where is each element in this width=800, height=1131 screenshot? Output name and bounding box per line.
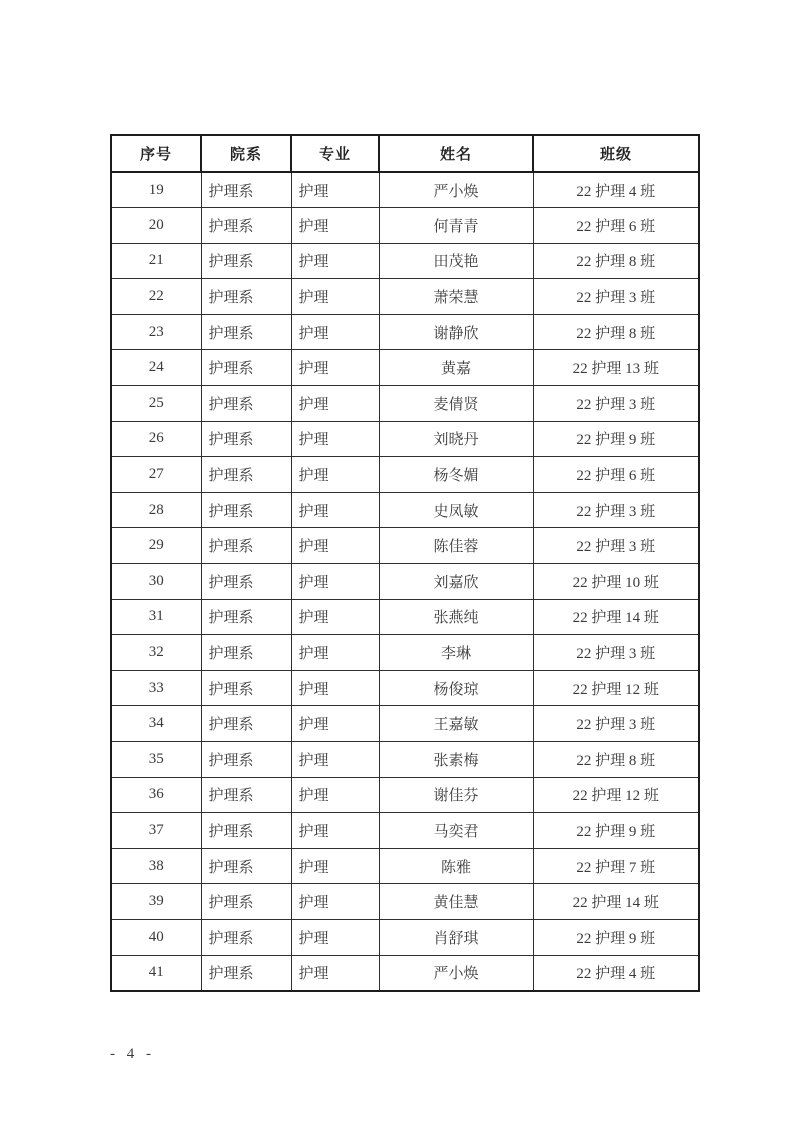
column-header-2: 专业 bbox=[291, 135, 379, 172]
student-table bbox=[110, 134, 700, 992]
table-cell: 护理 bbox=[291, 670, 379, 706]
table-cell: 护理 bbox=[291, 314, 379, 350]
table-cell: 21 bbox=[111, 243, 201, 279]
table-cell: 护理系 bbox=[201, 279, 291, 315]
table-cell: 29 bbox=[111, 528, 201, 564]
table-cell: 谢静欣 bbox=[379, 314, 533, 350]
table-row bbox=[111, 635, 699, 671]
table-cell: 张素梅 bbox=[379, 742, 533, 778]
table-cell: 麦倩贤 bbox=[379, 386, 533, 422]
table-cell: 护理 bbox=[291, 955, 379, 991]
table-cell: 护理系 bbox=[201, 208, 291, 244]
table-cell: 33 bbox=[111, 670, 201, 706]
table-cell: 22 护理 10 班 bbox=[533, 564, 699, 600]
table-cell: 史凤敏 bbox=[379, 492, 533, 528]
table-cell: 26 bbox=[111, 421, 201, 457]
table-cell: 护理 bbox=[291, 742, 379, 778]
table-cell: 护理系 bbox=[201, 314, 291, 350]
table-row bbox=[111, 279, 699, 315]
table-cell: 护理系 bbox=[201, 706, 291, 742]
table-cell: 护理系 bbox=[201, 742, 291, 778]
column-header-3: 姓名 bbox=[379, 135, 533, 172]
table-cell: 谢佳芬 bbox=[379, 777, 533, 813]
table-cell: 严小焕 bbox=[379, 172, 533, 208]
table-cell: 黄嘉 bbox=[379, 350, 533, 386]
table-row bbox=[111, 243, 699, 279]
table-cell: 22 bbox=[111, 279, 201, 315]
table-row bbox=[111, 350, 699, 386]
table-cell: 护理系 bbox=[201, 243, 291, 279]
table-cell: 22 护理 6 班 bbox=[533, 208, 699, 244]
table-row bbox=[111, 777, 699, 813]
table-cell: 护理系 bbox=[201, 670, 291, 706]
table-header-row bbox=[111, 135, 699, 172]
table-cell: 护理 bbox=[291, 777, 379, 813]
table-cell: 肖舒琪 bbox=[379, 919, 533, 955]
table-cell: 22 护理 9 班 bbox=[533, 421, 699, 457]
table-row bbox=[111, 492, 699, 528]
table-cell: 22 护理 14 班 bbox=[533, 599, 699, 635]
table-cell: 27 bbox=[111, 457, 201, 493]
table-row bbox=[111, 208, 699, 244]
table-cell: 杨冬媚 bbox=[379, 457, 533, 493]
table-cell: 萧荣慧 bbox=[379, 279, 533, 315]
table-cell: 41 bbox=[111, 955, 201, 991]
table-cell: 22 护理 8 班 bbox=[533, 314, 699, 350]
table-row bbox=[111, 848, 699, 884]
table-cell: 22 护理 9 班 bbox=[533, 813, 699, 849]
page-number: - 4 - bbox=[110, 1046, 155, 1062]
table-cell: 23 bbox=[111, 314, 201, 350]
table-cell: 22 护理 3 班 bbox=[533, 706, 699, 742]
table-cell: 护理系 bbox=[201, 457, 291, 493]
table-cell: 32 bbox=[111, 635, 201, 671]
table-cell: 陈雅 bbox=[379, 848, 533, 884]
table-cell: 22 护理 3 班 bbox=[533, 528, 699, 564]
table-cell: 护理系 bbox=[201, 884, 291, 920]
table-cell: 马奕君 bbox=[379, 813, 533, 849]
table-cell: 护理 bbox=[291, 421, 379, 457]
table-cell: 护理 bbox=[291, 243, 379, 279]
table-row bbox=[111, 421, 699, 457]
table-row bbox=[111, 386, 699, 422]
table-cell: 护理系 bbox=[201, 421, 291, 457]
table-cell: 刘晓丹 bbox=[379, 421, 533, 457]
table-row bbox=[111, 742, 699, 778]
table-row bbox=[111, 884, 699, 920]
table-cell: 34 bbox=[111, 706, 201, 742]
table-cell: 护理 bbox=[291, 599, 379, 635]
table-cell: 王嘉敏 bbox=[379, 706, 533, 742]
table-row bbox=[111, 564, 699, 600]
table-cell: 39 bbox=[111, 884, 201, 920]
table-row bbox=[111, 813, 699, 849]
table-row bbox=[111, 528, 699, 564]
table-cell: 护理 bbox=[291, 635, 379, 671]
table-cell: 37 bbox=[111, 813, 201, 849]
table-body bbox=[111, 172, 699, 991]
table-cell: 22 护理 4 班 bbox=[533, 955, 699, 991]
table-cell: 24 bbox=[111, 350, 201, 386]
table-cell: 护理系 bbox=[201, 599, 291, 635]
table-cell: 护理系 bbox=[201, 635, 291, 671]
table-cell: 何青青 bbox=[379, 208, 533, 244]
table-cell: 36 bbox=[111, 777, 201, 813]
table-row bbox=[111, 919, 699, 955]
table-cell: 刘嘉欣 bbox=[379, 564, 533, 600]
table-cell: 护理系 bbox=[201, 528, 291, 564]
table-cell: 护理 bbox=[291, 492, 379, 528]
table-cell: 护理 bbox=[291, 848, 379, 884]
table-cell: 护理系 bbox=[201, 813, 291, 849]
table-row bbox=[111, 457, 699, 493]
table-cell: 30 bbox=[111, 564, 201, 600]
table-cell: 护理系 bbox=[201, 955, 291, 991]
table-cell: 护理 bbox=[291, 813, 379, 849]
table-cell: 护理 bbox=[291, 564, 379, 600]
table-cell: 护理 bbox=[291, 706, 379, 742]
table-cell: 张燕纯 bbox=[379, 599, 533, 635]
table-cell: 31 bbox=[111, 599, 201, 635]
table-row bbox=[111, 955, 699, 991]
column-header-4: 班级 bbox=[533, 135, 699, 172]
table-cell: 40 bbox=[111, 919, 201, 955]
table-cell: 22 护理 4 班 bbox=[533, 172, 699, 208]
table-cell: 22 护理 8 班 bbox=[533, 243, 699, 279]
table-cell: 护理系 bbox=[201, 350, 291, 386]
table-row bbox=[111, 599, 699, 635]
table-cell: 22 护理 13 班 bbox=[533, 350, 699, 386]
table-cell: 护理系 bbox=[201, 777, 291, 813]
table-cell: 护理 bbox=[291, 528, 379, 564]
table-cell: 陈佳蓉 bbox=[379, 528, 533, 564]
table-cell: 严小焕 bbox=[379, 955, 533, 991]
table-cell: 38 bbox=[111, 848, 201, 884]
table-row bbox=[111, 314, 699, 350]
table-cell: 护理 bbox=[291, 884, 379, 920]
table-row bbox=[111, 172, 699, 208]
table-cell: 护理 bbox=[291, 208, 379, 244]
table-cell: 杨俊琼 bbox=[379, 670, 533, 706]
student-roster-table-container bbox=[110, 134, 698, 992]
table-cell: 22 护理 3 班 bbox=[533, 279, 699, 315]
table-cell: 田茂艳 bbox=[379, 243, 533, 279]
table-cell: 22 护理 7 班 bbox=[533, 848, 699, 884]
table-cell: 22 护理 12 班 bbox=[533, 670, 699, 706]
table-cell: 护理 bbox=[291, 919, 379, 955]
column-header-1: 院系 bbox=[201, 135, 291, 172]
table-cell: 20 bbox=[111, 208, 201, 244]
table-cell: 黄佳慧 bbox=[379, 884, 533, 920]
table-cell: 护理 bbox=[291, 457, 379, 493]
column-header-0: 序号 bbox=[111, 135, 201, 172]
table-cell: 护理系 bbox=[201, 172, 291, 208]
table-cell: 22 护理 3 班 bbox=[533, 386, 699, 422]
table-cell: 22 护理 14 班 bbox=[533, 884, 699, 920]
table-cell: 护理系 bbox=[201, 848, 291, 884]
table-row bbox=[111, 706, 699, 742]
table-cell: 护理 bbox=[291, 279, 379, 315]
table-cell: 李琳 bbox=[379, 635, 533, 671]
table-cell: 22 护理 9 班 bbox=[533, 919, 699, 955]
table-cell: 22 护理 8 班 bbox=[533, 742, 699, 778]
table-cell: 22 护理 3 班 bbox=[533, 492, 699, 528]
table-cell: 22 护理 3 班 bbox=[533, 635, 699, 671]
table-cell: 护理 bbox=[291, 172, 379, 208]
table-cell: 28 bbox=[111, 492, 201, 528]
table-cell: 22 护理 12 班 bbox=[533, 777, 699, 813]
table-row bbox=[111, 670, 699, 706]
table-cell: 22 护理 6 班 bbox=[533, 457, 699, 493]
table-cell: 25 bbox=[111, 386, 201, 422]
table-cell: 护理系 bbox=[201, 919, 291, 955]
table-cell: 护理 bbox=[291, 350, 379, 386]
table-cell: 19 bbox=[111, 172, 201, 208]
table-cell: 护理系 bbox=[201, 386, 291, 422]
table-cell: 护理系 bbox=[201, 492, 291, 528]
table-cell: 护理 bbox=[291, 386, 379, 422]
table-cell: 35 bbox=[111, 742, 201, 778]
table-cell: 护理系 bbox=[201, 564, 291, 600]
